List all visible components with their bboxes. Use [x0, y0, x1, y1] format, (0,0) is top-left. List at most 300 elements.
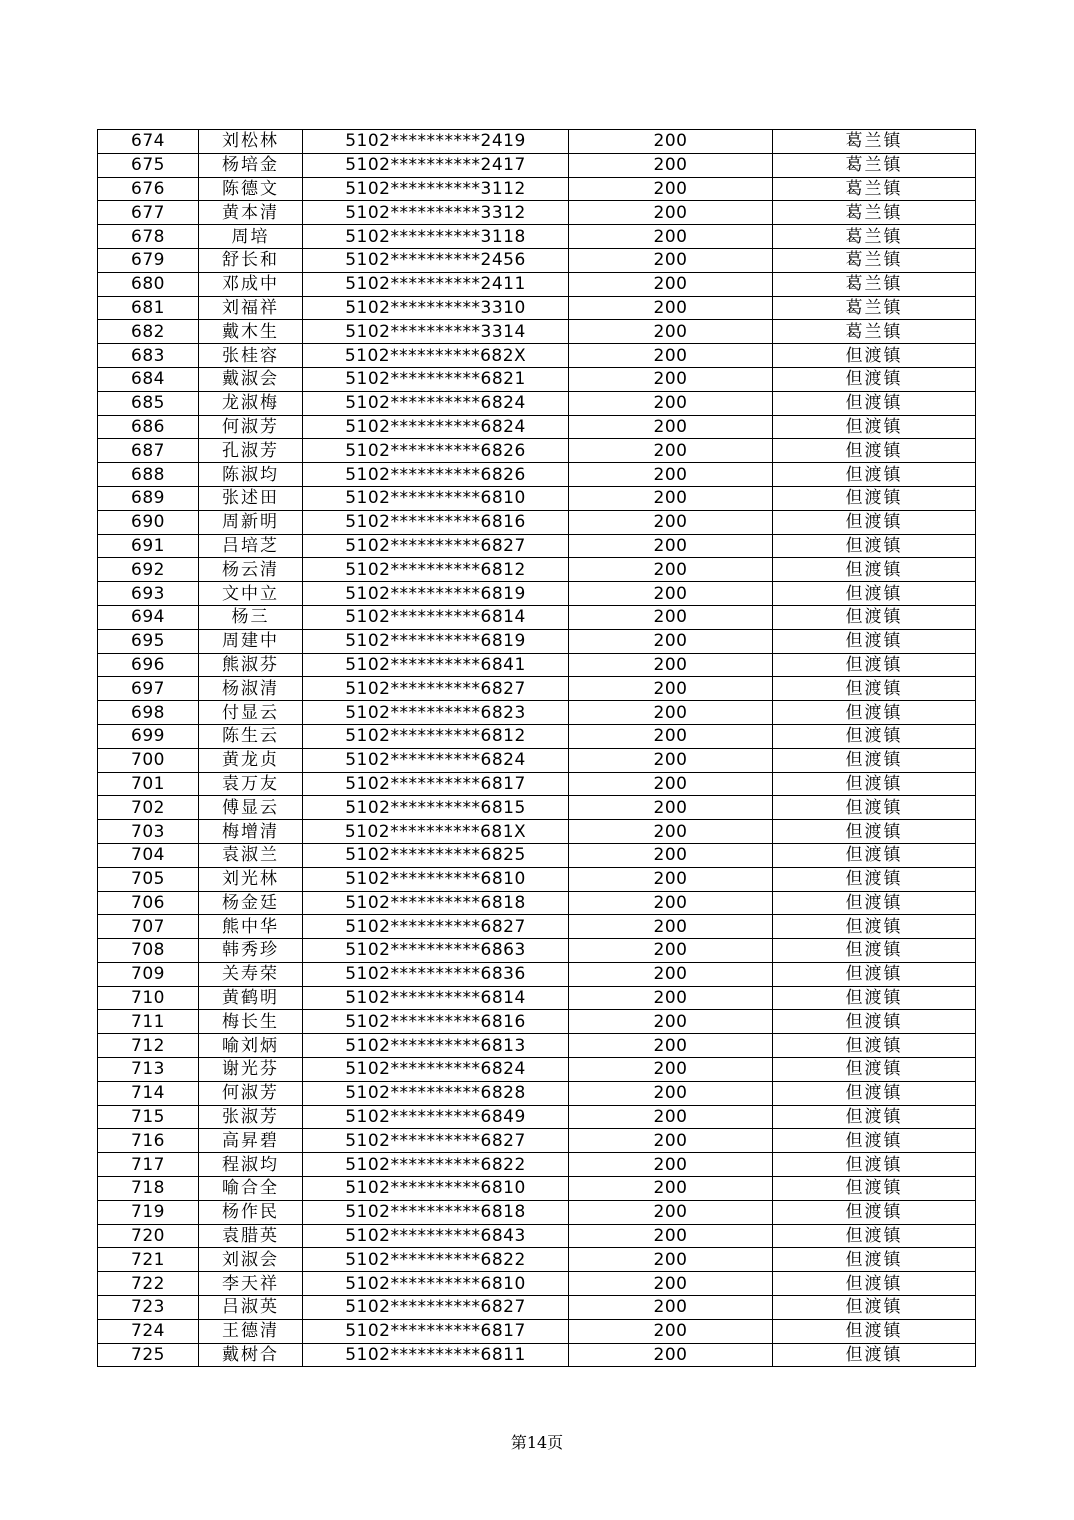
name-cell: 熊淑芬 — [199, 653, 303, 677]
name-cell: 黄龙贞 — [199, 748, 303, 772]
table-row — [98, 724, 976, 748]
amount-cell: 200 — [569, 153, 773, 177]
row-number-cell: 681 — [98, 296, 199, 320]
table-row — [98, 1177, 976, 1201]
table-row — [98, 1129, 976, 1153]
town-cell: 但渡镇 — [773, 1105, 976, 1129]
row-number-cell: 712 — [98, 1034, 199, 1058]
id-number-cell: 5102**********3310 — [303, 296, 569, 320]
name-cell: 黄鹤明 — [199, 986, 303, 1010]
town-cell: 但渡镇 — [773, 772, 976, 796]
id-number-cell: 5102**********6812 — [303, 558, 569, 582]
amount-cell: 200 — [569, 724, 773, 748]
name-cell: 梅长生 — [199, 1010, 303, 1034]
name-cell: 吕淑英 — [199, 1296, 303, 1320]
name-cell: 戴树合 — [199, 1343, 303, 1367]
town-cell: 但渡镇 — [773, 962, 976, 986]
amount-cell: 200 — [569, 1105, 773, 1129]
town-cell: 但渡镇 — [773, 367, 976, 391]
name-cell: 杨淑清 — [199, 677, 303, 701]
amount-cell: 200 — [569, 1081, 773, 1105]
town-cell: 但渡镇 — [773, 1153, 976, 1177]
id-number-cell: 5102**********2417 — [303, 153, 569, 177]
town-cell: 但渡镇 — [773, 439, 976, 463]
id-number-cell: 5102**********6843 — [303, 1224, 569, 1248]
name-cell: 喻合全 — [199, 1177, 303, 1201]
id-number-cell: 5102**********6824 — [303, 1058, 569, 1082]
name-cell: 程淑均 — [199, 1153, 303, 1177]
table-row — [98, 986, 976, 1010]
town-cell: 但渡镇 — [773, 796, 976, 820]
id-number-cell: 5102**********6824 — [303, 748, 569, 772]
id-number-cell: 5102**********6823 — [303, 701, 569, 725]
name-cell: 邓成中 — [199, 272, 303, 296]
row-number-cell: 705 — [98, 867, 199, 891]
amount-cell: 200 — [569, 986, 773, 1010]
amount-cell: 200 — [569, 843, 773, 867]
row-number-cell: 711 — [98, 1010, 199, 1034]
row-number-cell: 692 — [98, 558, 199, 582]
row-number-cell: 686 — [98, 415, 199, 439]
row-number-cell: 693 — [98, 582, 199, 606]
table-row — [98, 915, 976, 939]
table-row — [98, 1010, 976, 1034]
town-cell: 但渡镇 — [773, 724, 976, 748]
amount-cell: 200 — [569, 772, 773, 796]
row-number-cell: 698 — [98, 701, 199, 725]
name-cell: 杨金廷 — [199, 891, 303, 915]
name-cell: 王德清 — [199, 1319, 303, 1343]
town-cell: 但渡镇 — [773, 701, 976, 725]
table-row — [98, 130, 976, 154]
amount-cell: 200 — [569, 367, 773, 391]
town-cell: 但渡镇 — [773, 1272, 976, 1296]
row-number-cell: 694 — [98, 605, 199, 629]
town-cell: 但渡镇 — [773, 891, 976, 915]
row-number-cell: 680 — [98, 272, 199, 296]
row-number-cell: 715 — [98, 1105, 199, 1129]
town-cell: 但渡镇 — [773, 939, 976, 963]
town-cell: 葛兰镇 — [773, 272, 976, 296]
name-cell: 杨培金 — [199, 153, 303, 177]
id-number-cell: 5102**********6827 — [303, 534, 569, 558]
name-cell: 杨三 — [199, 605, 303, 629]
table-row — [98, 415, 976, 439]
row-number-cell: 717 — [98, 1153, 199, 1177]
id-number-cell: 5102**********6849 — [303, 1105, 569, 1129]
name-cell: 刘松林 — [199, 130, 303, 154]
name-cell: 高昇碧 — [199, 1129, 303, 1153]
table-row — [98, 1058, 976, 1082]
id-number-cell: 5102**********6816 — [303, 1010, 569, 1034]
amount-cell: 200 — [569, 1224, 773, 1248]
town-cell: 但渡镇 — [773, 391, 976, 415]
id-number-cell: 5102**********6819 — [303, 629, 569, 653]
name-cell: 袁腊英 — [199, 1224, 303, 1248]
town-cell: 但渡镇 — [773, 558, 976, 582]
town-cell: 葛兰镇 — [773, 296, 976, 320]
amount-cell: 200 — [569, 130, 773, 154]
row-number-cell: 706 — [98, 891, 199, 915]
amount-cell: 200 — [569, 796, 773, 820]
town-cell: 但渡镇 — [773, 1296, 976, 1320]
id-number-cell: 5102**********6836 — [303, 962, 569, 986]
row-number-cell: 700 — [98, 748, 199, 772]
id-number-cell: 5102**********6826 — [303, 463, 569, 487]
amount-cell: 200 — [569, 415, 773, 439]
town-cell: 但渡镇 — [773, 1224, 976, 1248]
row-number-cell: 688 — [98, 463, 199, 487]
table-row — [98, 962, 976, 986]
table-row — [98, 391, 976, 415]
name-cell: 张述田 — [199, 486, 303, 510]
id-number-cell: 5102**********682X — [303, 344, 569, 368]
table-row — [98, 344, 976, 368]
amount-cell: 200 — [569, 939, 773, 963]
row-number-cell: 691 — [98, 534, 199, 558]
row-number-cell: 722 — [98, 1272, 199, 1296]
name-cell: 舒长和 — [199, 248, 303, 272]
id-number-cell: 5102**********2456 — [303, 248, 569, 272]
row-number-cell: 704 — [98, 843, 199, 867]
name-cell: 张淑芳 — [199, 1105, 303, 1129]
town-cell: 葛兰镇 — [773, 248, 976, 272]
id-number-cell: 5102**********6827 — [303, 915, 569, 939]
table-row — [98, 1153, 976, 1177]
town-cell: 但渡镇 — [773, 1010, 976, 1034]
amount-cell: 200 — [569, 1177, 773, 1201]
table-row — [98, 439, 976, 463]
amount-cell: 200 — [569, 629, 773, 653]
id-number-cell: 5102**********6822 — [303, 1153, 569, 1177]
name-cell: 梅增清 — [199, 820, 303, 844]
row-number-cell: 679 — [98, 248, 199, 272]
amount-cell: 200 — [569, 1296, 773, 1320]
name-cell: 刘福祥 — [199, 296, 303, 320]
id-number-cell: 5102**********6827 — [303, 1296, 569, 1320]
row-number-cell: 702 — [98, 796, 199, 820]
row-number-cell: 707 — [98, 915, 199, 939]
id-number-cell: 5102**********2411 — [303, 272, 569, 296]
row-number-cell: 703 — [98, 820, 199, 844]
roster-table-body — [98, 130, 976, 1367]
row-number-cell: 714 — [98, 1081, 199, 1105]
amount-cell: 200 — [569, 296, 773, 320]
name-cell: 陈德文 — [199, 177, 303, 201]
row-number-cell: 701 — [98, 772, 199, 796]
name-cell: 周建中 — [199, 629, 303, 653]
table-row — [98, 177, 976, 201]
amount-cell: 200 — [569, 463, 773, 487]
town-cell: 但渡镇 — [773, 867, 976, 891]
id-number-cell: 5102**********6810 — [303, 1177, 569, 1201]
id-number-cell: 5102**********681X — [303, 820, 569, 844]
row-number-cell: 719 — [98, 1200, 199, 1224]
table-row — [98, 296, 976, 320]
subsidy-roster-table — [97, 129, 976, 1367]
row-number-cell: 723 — [98, 1296, 199, 1320]
amount-cell: 200 — [569, 534, 773, 558]
table-row — [98, 677, 976, 701]
table-row — [98, 1105, 976, 1129]
id-number-cell: 5102**********6824 — [303, 415, 569, 439]
row-number-cell: 709 — [98, 962, 199, 986]
amount-cell: 200 — [569, 891, 773, 915]
id-number-cell: 5102**********6824 — [303, 391, 569, 415]
row-number-cell: 678 — [98, 225, 199, 249]
name-cell: 何淑芳 — [199, 1081, 303, 1105]
town-cell: 但渡镇 — [773, 1343, 976, 1367]
row-number-cell: 713 — [98, 1058, 199, 1082]
amount-cell: 200 — [569, 867, 773, 891]
id-number-cell: 5102**********6814 — [303, 605, 569, 629]
row-number-cell: 716 — [98, 1129, 199, 1153]
amount-cell: 200 — [569, 344, 773, 368]
name-cell: 周新明 — [199, 510, 303, 534]
amount-cell: 200 — [569, 558, 773, 582]
name-cell: 谢光芬 — [199, 1058, 303, 1082]
id-number-cell: 5102**********6815 — [303, 796, 569, 820]
name-cell: 龙淑梅 — [199, 391, 303, 415]
row-number-cell: 696 — [98, 653, 199, 677]
id-number-cell: 5102**********6841 — [303, 653, 569, 677]
amount-cell: 200 — [569, 225, 773, 249]
town-cell: 但渡镇 — [773, 1200, 976, 1224]
town-cell: 但渡镇 — [773, 820, 976, 844]
town-cell: 但渡镇 — [773, 1248, 976, 1272]
name-cell: 李天祥 — [199, 1272, 303, 1296]
amount-cell: 200 — [569, 701, 773, 725]
table-row — [98, 891, 976, 915]
id-number-cell: 5102**********3112 — [303, 177, 569, 201]
table-row — [98, 939, 976, 963]
town-cell: 但渡镇 — [773, 486, 976, 510]
row-number-cell: 699 — [98, 724, 199, 748]
name-cell: 孔淑芳 — [199, 439, 303, 463]
id-number-cell: 5102**********6818 — [303, 1200, 569, 1224]
name-cell: 袁淑兰 — [199, 843, 303, 867]
amount-cell: 200 — [569, 201, 773, 225]
town-cell: 但渡镇 — [773, 915, 976, 939]
town-cell: 但渡镇 — [773, 1081, 976, 1105]
row-number-cell: 675 — [98, 153, 199, 177]
amount-cell: 200 — [569, 1200, 773, 1224]
row-number-cell: 721 — [98, 1248, 199, 1272]
amount-cell: 200 — [569, 272, 773, 296]
amount-cell: 200 — [569, 582, 773, 606]
name-cell: 刘光林 — [199, 867, 303, 891]
row-number-cell: 720 — [98, 1224, 199, 1248]
name-cell: 张桂容 — [199, 344, 303, 368]
table-row — [98, 1034, 976, 1058]
table-row — [98, 225, 976, 249]
table-row — [98, 748, 976, 772]
table-row — [98, 201, 976, 225]
amount-cell: 200 — [569, 1248, 773, 1272]
name-cell: 戴淑会 — [199, 367, 303, 391]
amount-cell: 200 — [569, 486, 773, 510]
name-cell: 文中立 — [199, 582, 303, 606]
id-number-cell: 5102**********6813 — [303, 1034, 569, 1058]
amount-cell: 200 — [569, 820, 773, 844]
town-cell: 但渡镇 — [773, 1177, 976, 1201]
amount-cell: 200 — [569, 391, 773, 415]
town-cell: 葛兰镇 — [773, 177, 976, 201]
name-cell: 周培 — [199, 225, 303, 249]
town-cell: 但渡镇 — [773, 1034, 976, 1058]
town-cell: 但渡镇 — [773, 986, 976, 1010]
amount-cell: 200 — [569, 1272, 773, 1296]
row-number-cell: 710 — [98, 986, 199, 1010]
row-number-cell: 683 — [98, 344, 199, 368]
id-number-cell: 5102**********6821 — [303, 367, 569, 391]
town-cell: 但渡镇 — [773, 605, 976, 629]
row-number-cell: 685 — [98, 391, 199, 415]
table-row — [98, 843, 976, 867]
town-cell: 但渡镇 — [773, 1129, 976, 1153]
name-cell: 关寿荣 — [199, 962, 303, 986]
amount-cell: 200 — [569, 1319, 773, 1343]
town-cell: 但渡镇 — [773, 510, 976, 534]
name-cell: 戴木生 — [199, 320, 303, 344]
amount-cell: 200 — [569, 1010, 773, 1034]
town-cell: 葛兰镇 — [773, 225, 976, 249]
amount-cell: 200 — [569, 248, 773, 272]
amount-cell: 200 — [569, 915, 773, 939]
id-number-cell: 5102**********3312 — [303, 201, 569, 225]
id-number-cell: 5102**********6827 — [303, 1129, 569, 1153]
table-row — [98, 272, 976, 296]
town-cell: 但渡镇 — [773, 629, 976, 653]
table-row — [98, 1272, 976, 1296]
town-cell: 但渡镇 — [773, 843, 976, 867]
id-number-cell: 5102**********6811 — [303, 1343, 569, 1367]
town-cell: 但渡镇 — [773, 415, 976, 439]
name-cell: 付显云 — [199, 701, 303, 725]
id-number-cell: 5102**********6814 — [303, 986, 569, 1010]
table-row — [98, 820, 976, 844]
town-cell: 但渡镇 — [773, 582, 976, 606]
amount-cell: 200 — [569, 605, 773, 629]
id-number-cell: 5102**********6825 — [303, 843, 569, 867]
amount-cell: 200 — [569, 1129, 773, 1153]
amount-cell: 200 — [569, 1034, 773, 1058]
id-number-cell: 5102**********6819 — [303, 582, 569, 606]
row-number-cell: 689 — [98, 486, 199, 510]
row-number-cell: 682 — [98, 320, 199, 344]
amount-cell: 200 — [569, 748, 773, 772]
row-number-cell: 718 — [98, 1177, 199, 1201]
id-number-cell: 5102**********6822 — [303, 1248, 569, 1272]
table-row — [98, 1319, 976, 1343]
town-cell: 但渡镇 — [773, 463, 976, 487]
name-cell: 黄本清 — [199, 201, 303, 225]
town-cell: 但渡镇 — [773, 1058, 976, 1082]
id-number-cell: 5102**********6817 — [303, 772, 569, 796]
row-number-cell: 695 — [98, 629, 199, 653]
name-cell: 杨作民 — [199, 1200, 303, 1224]
table-row — [98, 367, 976, 391]
table-row — [98, 1343, 976, 1367]
row-number-cell: 676 — [98, 177, 199, 201]
id-number-cell: 5102**********2419 — [303, 130, 569, 154]
id-number-cell: 5102**********6812 — [303, 724, 569, 748]
name-cell: 吕培芝 — [199, 534, 303, 558]
table-row — [98, 1248, 976, 1272]
town-cell: 但渡镇 — [773, 344, 976, 368]
table-row — [98, 486, 976, 510]
town-cell: 但渡镇 — [773, 534, 976, 558]
name-cell: 陈生云 — [199, 724, 303, 748]
page-number-footer: 第14页 — [510, 1433, 564, 1452]
town-cell: 但渡镇 — [773, 1319, 976, 1343]
amount-cell: 200 — [569, 1058, 773, 1082]
table-row — [98, 1081, 976, 1105]
amount-cell: 200 — [569, 677, 773, 701]
id-number-cell: 5102**********3118 — [303, 225, 569, 249]
id-number-cell: 5102**********6810 — [303, 1272, 569, 1296]
amount-cell: 200 — [569, 1343, 773, 1367]
id-number-cell: 5102**********6828 — [303, 1081, 569, 1105]
town-cell: 葛兰镇 — [773, 130, 976, 154]
id-number-cell: 5102**********6826 — [303, 439, 569, 463]
name-cell: 杨云清 — [199, 558, 303, 582]
town-cell: 葛兰镇 — [773, 320, 976, 344]
table-row — [98, 1200, 976, 1224]
town-cell: 葛兰镇 — [773, 201, 976, 225]
table-row — [98, 1296, 976, 1320]
table-row — [98, 701, 976, 725]
table-row — [98, 463, 976, 487]
name-cell: 韩秀珍 — [199, 939, 303, 963]
amount-cell: 200 — [569, 1153, 773, 1177]
row-number-cell: 708 — [98, 939, 199, 963]
table-row — [98, 534, 976, 558]
row-number-cell: 690 — [98, 510, 199, 534]
amount-cell: 200 — [569, 177, 773, 201]
id-number-cell: 5102**********6810 — [303, 867, 569, 891]
town-cell: 葛兰镇 — [773, 153, 976, 177]
id-number-cell: 5102**********6816 — [303, 510, 569, 534]
id-number-cell: 5102**********6810 — [303, 486, 569, 510]
table-row — [98, 558, 976, 582]
id-number-cell: 5102**********6818 — [303, 891, 569, 915]
row-number-cell: 674 — [98, 130, 199, 154]
amount-cell: 200 — [569, 962, 773, 986]
table-row — [98, 248, 976, 272]
table-row — [98, 796, 976, 820]
town-cell: 但渡镇 — [773, 677, 976, 701]
name-cell: 刘淑会 — [199, 1248, 303, 1272]
table-row — [98, 653, 976, 677]
row-number-cell: 684 — [98, 367, 199, 391]
table-row — [98, 582, 976, 606]
amount-cell: 200 — [569, 510, 773, 534]
name-cell: 袁万友 — [199, 772, 303, 796]
id-number-cell: 5102**********6863 — [303, 939, 569, 963]
name-cell: 傅显云 — [199, 796, 303, 820]
row-number-cell: 697 — [98, 677, 199, 701]
amount-cell: 200 — [569, 439, 773, 463]
name-cell: 喻刘炳 — [199, 1034, 303, 1058]
name-cell: 熊中华 — [199, 915, 303, 939]
row-number-cell: 687 — [98, 439, 199, 463]
id-number-cell: 5102**********6827 — [303, 677, 569, 701]
table-row — [98, 1224, 976, 1248]
name-cell: 陈淑均 — [199, 463, 303, 487]
table-row — [98, 153, 976, 177]
table-row — [98, 510, 976, 534]
